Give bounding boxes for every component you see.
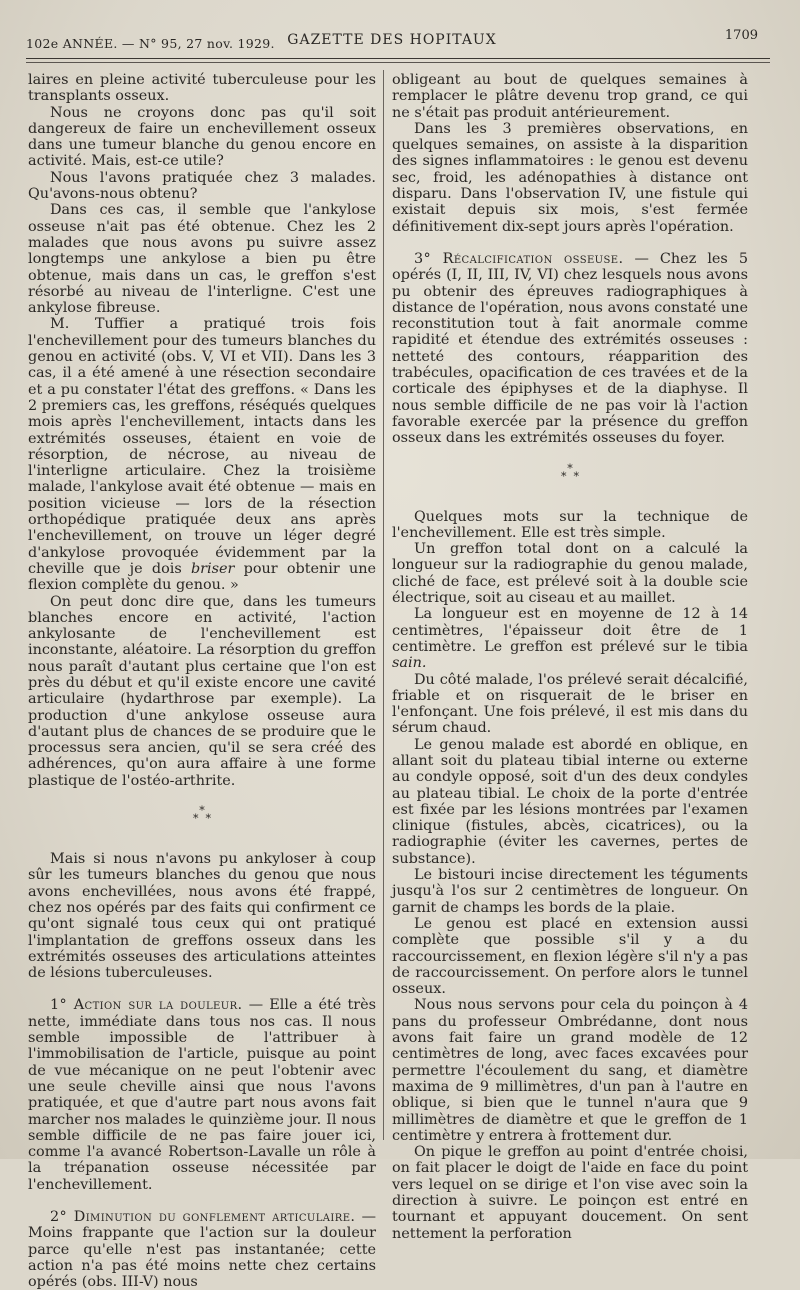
paragraph: Du côté malade, l'os prélevé serait décalcifié, friable et on risquerait de le briser en l'enfonçant. Une fois prélevé, il est mis dans du sérum chaud.	[392, 671, 748, 737]
paragraph: Nous ne croyons donc pas qu'il soit dangereux de faire un enchevillement osseux dans une tumeur blanche du genou encore en activité. Mais, est-ce utile?	[28, 104, 376, 170]
italic-word: sain.	[392, 655, 427, 672]
text-run: — Elle a été très nette, immédiate dans tous nos cas. Il nous semble impossible de l'attribuer à l'immobilisation de l'article, puisque au point de vue mécanique on ne peut l'obtenir avec une seule cheville ainsi que nous l'avons pratiquée, et que d'autre part nous avons fait marcher nos malades le quinzième jour. Il nous semble difficile de ne pas faire jouer ici, comme l'a avancé Robertson-Lavalle un rôle à la trépanation osseuse nécessitée par l'enchevillement.	[28, 997, 377, 1193]
paragraph: Nous nous servons pour cela du poinçon à 4 pans du professeur Ombrédanne, dont nous avons fait faire un grand modèle de 12 centimètres de long, avec faces excavées pour permettre l'écoulement du sang, et diamètre maxima de 9 millimètres, d'un pan à l'autre en oblique, si bien que le tunnel n'aura que 9 millimètres de diamètre et que le greffon de 1 centimètre y entrera à frottement dur.	[392, 997, 748, 1144]
page-number: 1709	[724, 28, 758, 43]
journal-title: GAZETTE DES HOPITAUX	[287, 32, 497, 48]
paragraph	[28, 316, 376, 593]
paragraph: obligeant au bout de quelques semaines à remplacer le plâtre devenu trop grand, ce qui ne s'était pas produit antérieurement.	[392, 72, 748, 121]
paragraph: Le genou est placé en extension aussi complète que possible s'il y a du raccourcissement, en flexion légère s'il n'y a pas de raccourcissement. On perfore alors le tunnel osseux.	[392, 915, 748, 998]
text-run: M. Tuffier a pratiqué trois fois l'enchevillement pour des tumeurs blanches du genou en activité (obs. V, VI et VII). Dans les 3 cas, il a été amené à une résection secondaire et a pu constater l'état des greffons. « Dans les 2 premiers cas, les greffons, réséqués quelques mois après l'enchevillement, intacts dans les extrémités osseuses, étaient en voie de résorption, de nécrose, au niveau de l'interligne articulaire. Chez la troisième malade, l'ankylose avait été obtenue — mais en position vicieuse — lors de la résection orthopédique pratiquée deux ans après l'enchevillement, on trouve un léger degré d'ankylose provoquée évidemment par la cheville que je dois	[28, 316, 376, 577]
issue-line: 102e ANNÉE. — N° 95, 27 nov. 1929.	[26, 36, 275, 51]
header-rule	[26, 58, 770, 59]
text-run: pour obtenir une flexion complète du genou. »	[28, 560, 377, 594]
header-rule-thin	[26, 62, 770, 63]
paragraph: Le bistouri incise directement les téguments jusqu'à l'os sur 2 centimètres de longueur. On garnit de champs les bords de la plaie.	[392, 867, 748, 916]
italic-word: briser	[190, 560, 235, 577]
text-run: La longueur est en moyenne de 12 à 14 centimètres, l'épaisseur doit être de 1 centimètre. Le greffon est prélevé sur le tibia	[392, 606, 748, 655]
paragraph: laires en pleine activité tuberculeuse pour les transplants osseux.	[28, 72, 376, 105]
paragraph	[28, 1209, 376, 1290]
spacer	[28, 1193, 376, 1209]
paragraph: Un greffon total dont on a calculé la longueur sur la radiographie du genou malade, cliché de face, est prélevé soit à la double scie électrique, soit au ciseau et au maillet.	[392, 541, 748, 607]
text-run: — Chez les 5 opérés (I, II, III, IV, VI) chez lesquels nous avons pu obtenir des épreuves radiographiques à distance de l'opération, nous avons constaté une reconstitution tout à fait anormale comme rapidité et étendue des extrémités osseuses : netteté des contours, réapparition des trabécules, opacification de ces travées et de la corticale des épiphyses et de la diaphyse. Il nous semble difficile de ne pas voir là l'action favorable exercée par la présence du greffon osseux dans les extrémités osseuses du foyer.	[392, 250, 749, 447]
spacer	[392, 235, 748, 251]
column-divider	[383, 70, 384, 1140]
section-heading: 3° Récalcification osseuse.	[414, 250, 624, 267]
text-run: — Moins frappante que l'action sur la douleur parce qu'elle n'est pas instantanée; cette action n'a pas été moins nette chez certains opérés (obs. III-V) nous	[28, 1209, 376, 1290]
paragraph: Dans les 3 premières observations, en quelques semaines, on assiste à la disparition des signes inflammatoires : le genou est devenu sec, froid, les adénopathies à distance ont disparu. Dans l'observation IV, une fistule qui existait depuis six mois, s'est fermée définitivement dix-sept jours après l'opération.	[392, 120, 748, 235]
paragraph: On peut donc dire que, dans les tumeurs blanches encore en activité, l'action ankylosante de l'enchevillement est inconstante, aléatoire. La résorption du greffon nous paraît d'autant plus certaine que l'on est près du début et qu'il existe encore une cavité articulaire (hydarthrose par exemple). La production d'une ankylose osseuse aura d'autant plus de chances de se produire que le processus sera ancien, qu'il se sera créé des adhérences, qu'on aura affaire à une forme plastique de l'ostéo-arthrite.	[28, 593, 376, 789]
paragraph: Dans ces cas, il semble que l'ankylose osseuse n'ait pas été obtenue. Chez les 2 malades que nous avons pu suivre assez longtemps une ankylose a bien pu être obtenue, mais dans un cas, le greffon s'est résorbé au niveau de l'interligne. C'est une ankylose fibreuse.	[28, 202, 376, 317]
section-heading: 2° Diminution du gonflement articulaire.	[50, 1209, 356, 1225]
paragraph	[28, 997, 376, 1193]
section-separator	[392, 461, 748, 483]
section-heading: 1° Action sur la douleur.	[50, 997, 243, 1014]
spacer	[28, 981, 376, 997]
paragraph: Quelques mots sur la technique de l'enchevillement. Elle est très simple.	[392, 508, 748, 541]
page-header	[26, 26, 758, 66]
paragraph	[392, 606, 748, 671]
separator-stars: * *	[561, 469, 579, 483]
separator-star: *	[199, 804, 205, 818]
paragraph: Nous l'avons pratiquée chez 3 malades. Qu'avons-nous obtenu?	[28, 169, 376, 203]
paragraph: On pique le greffon au point d'entrée choisi, on fait placer le doigt de l'aide en face du point vers lequel on se dirige et l'on vise avec soin la direction à suivre. Le poinçon est entré en tournant et appuyant doucement. On sent nettement la perforation	[392, 1144, 748, 1242]
paragraph	[392, 251, 748, 447]
section-separator	[28, 804, 376, 826]
separator-star: *	[567, 461, 573, 475]
separator-stars: * *	[193, 812, 211, 826]
paragraph: Le genou malade est abordé en oblique, en allant soit du plateau tibial interne ou externe au condyle opposé, soit d'un des deux condyles au plateau tibial. Le choix de la porte d'entrée est fixée par les lésions montrées par l'examen clinique (fistules, abcès, cicatrices), ou la radiographie (éviter les cavernes, pertes de substance).	[392, 736, 748, 867]
left-column	[28, 72, 376, 1290]
paragraph: Mais si nous n'avons pu ankyloser à coup sûr les tumeurs blanches du genou que nous avons enchevillées, nous avons été frappé, chez nos opérés par des faits qui confirment ce qu'ont signalé tous ceux qui ont pratiqué l'implantation de greffons osseux dans les extrémités osseuses des articulations atteintes de lésions tuberculeuses.	[28, 851, 376, 982]
right-column	[392, 72, 748, 1242]
